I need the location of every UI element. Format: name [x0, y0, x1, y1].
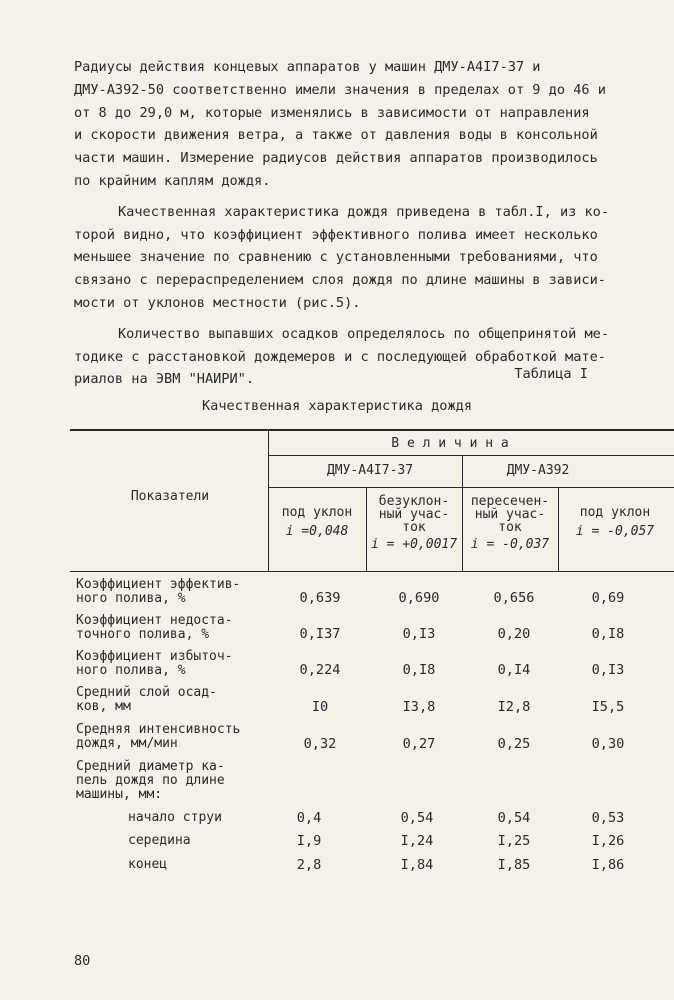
row-label: [76, 650, 233, 678]
table-cell: I2,8: [497, 699, 531, 715]
column-header-line: под уклон: [579, 505, 651, 520]
paragraph-2: [74, 201, 650, 315]
table-cell: 0,I8: [591, 626, 625, 642]
text-line: связано с перераспределением слоя дождя по длине машины в зависи-: [74, 272, 606, 289]
column-header-line: i = -0,037: [470, 537, 550, 552]
column-header-line: i = +0,0017: [370, 537, 458, 552]
text-line: по крайним каплям дождя.: [74, 172, 271, 189]
header-rule-2: [268, 487, 674, 488]
header-bottom-rule: [70, 571, 674, 572]
table-cell: 0,69: [591, 590, 625, 606]
table-cell: I,86: [591, 857, 625, 873]
row-label-line: машины, мм:: [76, 787, 163, 802]
table-cell: 0,4: [296, 810, 322, 826]
row-label-line: ков, мм: [76, 699, 131, 714]
text-line: Количество выпавших осадков определялось по общепринятой ме-: [118, 325, 610, 342]
page-number: 80: [74, 953, 91, 969]
table-cell: 0,32: [303, 736, 337, 752]
row-label: [76, 578, 240, 606]
table-top-rule: [70, 429, 674, 431]
text-line: торой видно, что коэффициент эффективного полива имеет несколько: [74, 226, 598, 243]
column-divider: [462, 456, 463, 487]
table-cell: 0,690: [398, 590, 440, 606]
row-label-line: Коэффициент избыточ-: [76, 649, 233, 664]
column-divider: [268, 430, 269, 571]
row-label-line: пель дождя по длине: [76, 773, 225, 788]
table-cell: 0,54: [497, 810, 531, 826]
table-cell: 0,I3: [402, 626, 436, 642]
table-cell: I,85: [497, 857, 531, 873]
subrow-label: середина: [128, 833, 191, 848]
table-title: Качественная характеристика дождя: [201, 398, 473, 414]
row-label-line: Средний диаметр ка-: [76, 759, 225, 774]
text-line: Качественная характеристика дождя приведена в табл.I, из ко-: [118, 203, 610, 220]
row-label-line: ного полива, %: [76, 663, 186, 678]
table-cell: 0,656: [493, 590, 535, 606]
table-cell: 2,8: [296, 857, 322, 873]
row-label-line: Коэффициент эффектив-: [76, 577, 241, 592]
column-header-line: безуклон-: [378, 494, 450, 509]
table-cell: 0,20: [497, 626, 531, 642]
table-cell: I,24: [400, 833, 434, 849]
subrow-label: начало струи: [128, 810, 222, 825]
text-line: тодике с расстановкой дождемеров и с последующей обработкой мате-: [74, 348, 606, 365]
table-cell: 0,54: [400, 810, 434, 826]
machine-header-1: ДМУ-А4I7-37: [326, 463, 414, 478]
paragraph-1: [74, 56, 650, 193]
table-cell: 0,I4: [497, 662, 531, 678]
table-cell: 0,I3: [591, 662, 625, 678]
body-text: [74, 56, 650, 391]
table-cell: I,84: [400, 857, 434, 873]
row-label-line: точного полива, %: [76, 627, 210, 642]
text-line: риалов на ЭВМ "НАИРИ".: [74, 371, 255, 388]
table-cell: I3,8: [402, 699, 436, 715]
column-header-line: ток: [402, 520, 426, 535]
column-header-line: ный учас-: [378, 507, 450, 522]
column-header-line: i = -0,057: [575, 524, 655, 539]
text-line: части машин. Измерение радиусов действия аппаратов производилось: [74, 150, 598, 167]
column-header-line: ток: [498, 520, 522, 535]
row-label-line: дождя, мм/мин: [76, 736, 178, 751]
value-header: В е л и ч и н а: [391, 436, 509, 451]
header-rule-1: [268, 455, 674, 456]
table-cell: I,25: [497, 833, 531, 849]
table-cell: 0,53: [591, 810, 625, 826]
column-header-line: i =0,048: [285, 524, 349, 539]
text-line: Радиусы действия концевых аппаратов у машин ДМУ-А4I7-37 и: [74, 59, 541, 75]
row-label: [76, 614, 233, 642]
text-line: меньшее значение по сравнению с установленными требованиями, что: [74, 249, 598, 266]
table-cell: 0,I8: [402, 662, 436, 678]
row-label: [76, 760, 225, 802]
table-cell: 0,25: [497, 736, 531, 752]
row-label-line: ного полива, %: [76, 591, 186, 606]
subrow-label: конец: [128, 857, 168, 872]
text-line: мости от уклонов местности (рис.5).: [74, 294, 361, 311]
table-cell: I5,5: [591, 699, 625, 715]
table-label: Таблица I: [514, 366, 588, 382]
table-cell: I,26: [591, 833, 625, 849]
column-header-line: под уклон: [281, 505, 353, 520]
table-cell: I,9: [296, 833, 322, 849]
machine-header-2: ДМУ-А392: [506, 463, 570, 478]
row-label: [76, 686, 217, 714]
text-line: от 8 до 29,0 м, которые изменялись в зависимости от направления: [74, 104, 590, 121]
row-label-line: Средний слой осад-: [76, 685, 217, 700]
table-cell: 0,I37: [299, 626, 341, 642]
table-cell: 0,639: [299, 590, 341, 606]
column-header-line: ный учас-: [474, 507, 546, 522]
table-cell: 0,224: [299, 662, 341, 678]
row-label-line: Средняя интенсивность: [76, 722, 241, 737]
row-label-line: Коэффициент недоста-: [76, 613, 233, 628]
text-line: ДМУ-А392-50 соответственно имели значения в пределах от 9 до 46 и: [74, 81, 606, 98]
indicators-header: Показатели: [130, 489, 210, 504]
row-label: [76, 723, 240, 751]
table-cell: I0: [311, 699, 329, 715]
table-cell: 0,30: [591, 736, 625, 752]
table-cell: 0,27: [402, 736, 436, 752]
column-header-line: пересечен-: [470, 494, 550, 509]
text-line: и скорости движения ветра, а также от давления воды в консольной: [74, 127, 598, 144]
